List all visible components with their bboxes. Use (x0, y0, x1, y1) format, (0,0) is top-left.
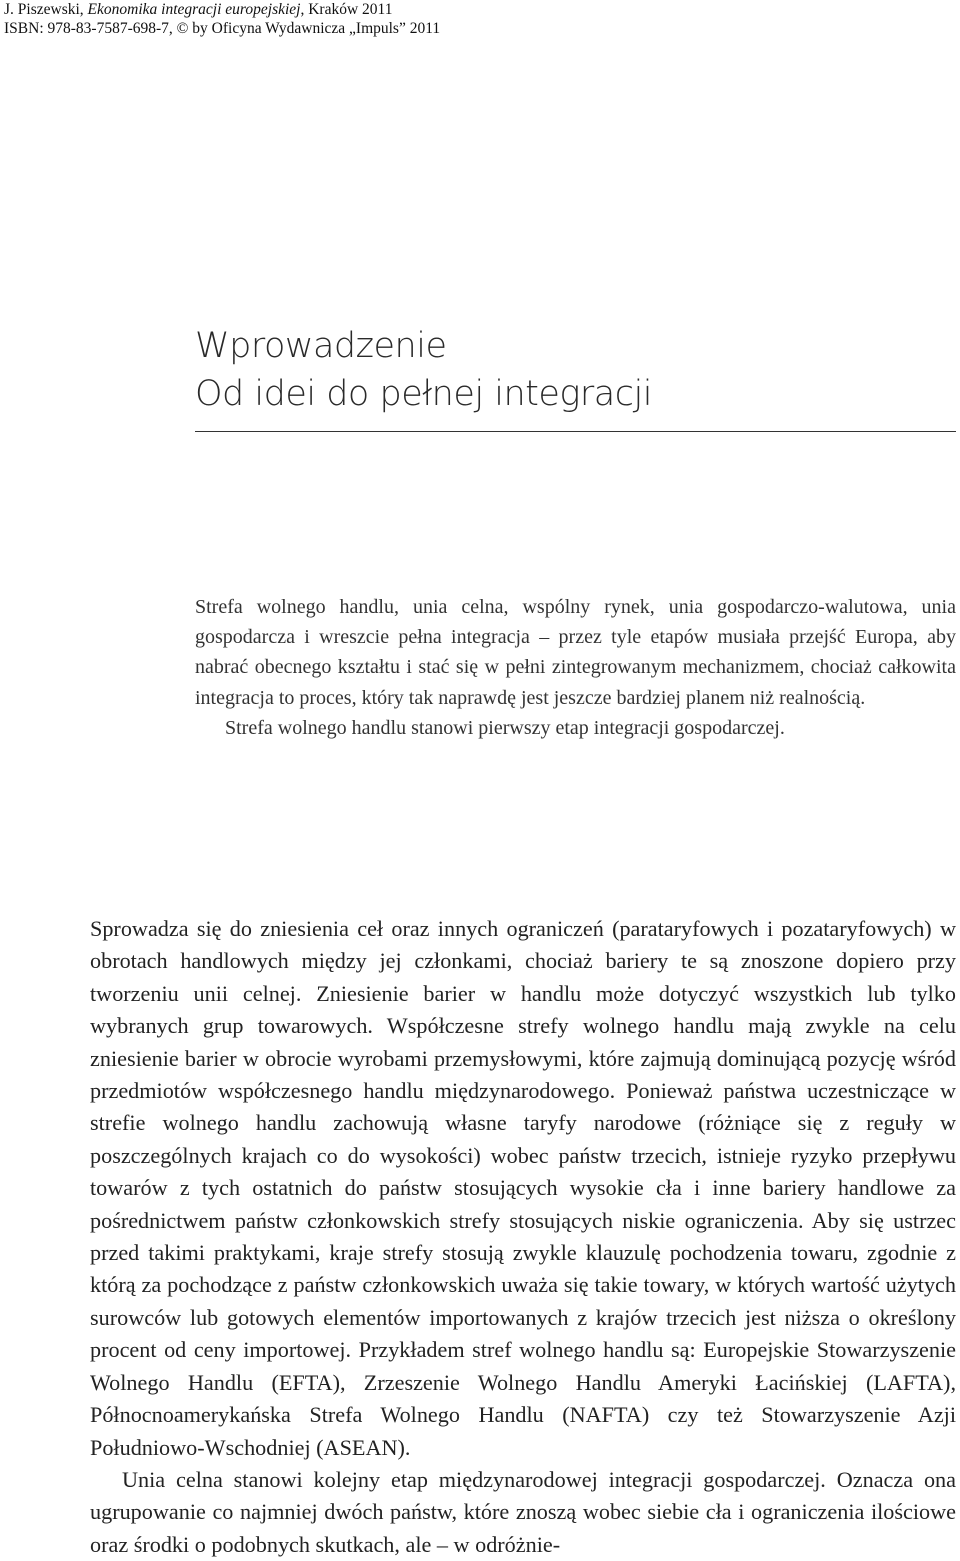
body-paragraph-2: Unia celna stanowi kolejny etap międzynarodowej integracji gospodarczej. Oznacza ona ugrupowanie co najmniej dwóch państw, które znoszą wobec siebie cła i ograniczenia ilościowe oraz środki o podobnych skutkach, ale – w odróżnie- (90, 1466, 956, 1557)
author-name: J. Piszewski, (4, 1, 88, 18)
lead-paragraph: Strefa wolnego handlu, unia celna, wspólny rynek, unia gospodarczo-walutowa, unia gospodarcza i wreszcie pełna integracja – przez tyle etapów musiała przejść Europa, aby nabrać obecnego kształtu i stać się w pełni zintegrowanym mechanizmem, chociaż całkowita integracja to proces, który tak naprawdę jest jeszcze bardziej planem niż realnością. (195, 596, 956, 709)
chapter-subtitle: Od idei do pełnej integracji (195, 374, 652, 414)
lead-section (195, 592, 956, 743)
body-paragraph-1: Sprowadza się do zniesienia ceł oraz innych ograniczeń (parataryfowych i pozataryfowych) w obrotach handlowych między jej członkami, chociaż bariery te są znoszone dopiero przy tworzeniu unii celnej. Zniesienie barier w handlu może dotyczyć wszystkich lub tylko wybranych grup towarowych. Współczesne strefy wolnego handlu mają zwykle na celu zniesienie barier w obrocie wyrobami przemysłowymi, które zajmują dominującą pozycję wśród przedmiotów współczesnego handlu międzynarodowego. Ponieważ państwa uczestniczące w strefie wolnego handlu zachowują własne taryfy narodowe (różniące się z reguły w poszczególnych krajach co do wysokości) wobec państw trzecich, istnieje ryzyko przepływu towarów z tych ostatnich do państw stosujących wysokie cła i inne bariery handlowe za pośrednictwem państw członkowskich strefy stosujących niskie ograniczenia. Aby się ustrzec przed takimi praktykami, kraje strefy stosują zwykle klauzulę pochodzenia towaru, zgodnie z którą za pochodzące z państw członkowskich uważa się takie towary, w których wartość użytych surowców lub gotowych elementów importowanych z krajów trzecich jest niższa o określony procent od ceny importowej. Przykładem stref wolnego handlu są: Europejskie Stowarzyszenie Wolnego Handlu (EFTA), Zrzeszenie Wolnego Handlu Ameryki Łacińskiej (LAFTA), Północnoamerykańska Strefa Wolnego Handlu (NAFTA) czy też Stowarzyszenie Azji Południowo-Wschodniej (ASEAN). (90, 916, 956, 1460)
body-section (90, 913, 956, 1561)
lead-paragraph-2: Strefa wolnego handlu stanowi pierwszy etap integracji gospodarczej. (225, 716, 785, 739)
chapter-heading (195, 322, 955, 418)
heading-rule (195, 431, 956, 432)
place-year: , Kraków 2011 (300, 1, 393, 18)
isbn-line: ISBN: 978-83-7587-698-7, © by Oficyna Wydawnicza „Impuls” 2011 (4, 20, 441, 37)
citation-line (4, 0, 440, 19)
page-header (4, 0, 440, 38)
book-title: Ekonomika integracji europejskiej (87, 1, 301, 18)
chapter-title: Wprowadzenie (195, 326, 447, 366)
